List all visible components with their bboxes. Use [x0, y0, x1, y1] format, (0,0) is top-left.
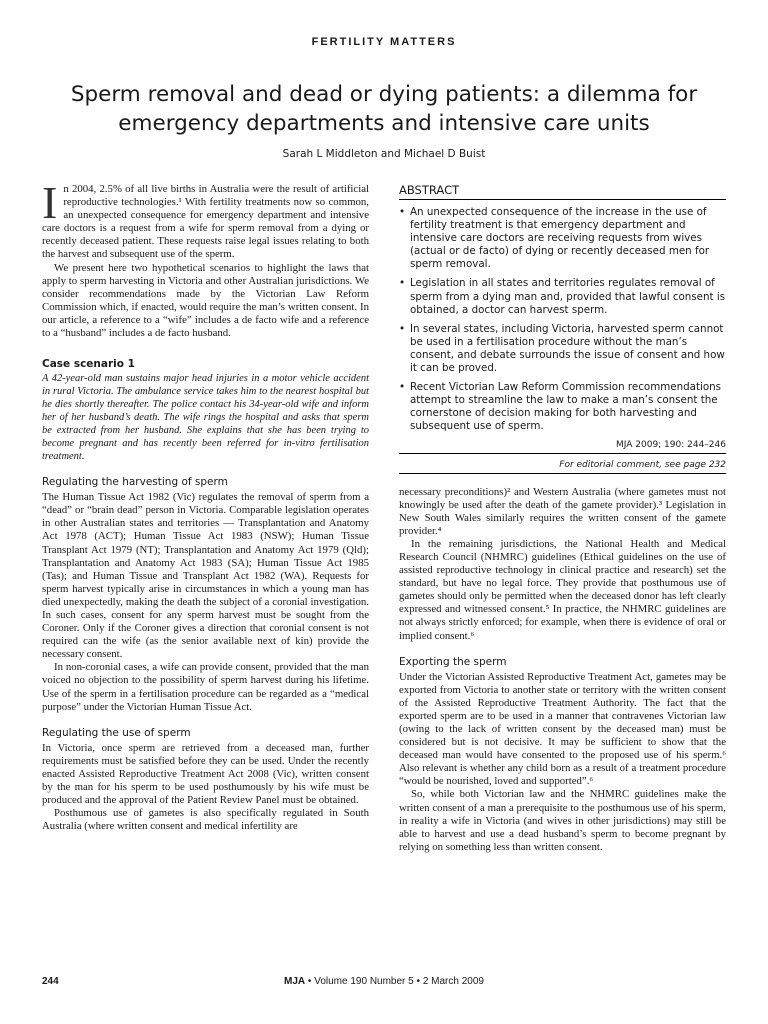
right-paragraph-1: necessary preconditions)² and Western Australia (where gametes must not knowingly be used after the death of the gamete provider).³ Legislation in New South Wales similarly requires the written consent of the gamete provider.⁴: [399, 485, 726, 537]
left-column: [42, 177, 369, 833]
case-scenario-1-text: A 42-year-old man sustains major head injuries in a motor vehicle accident in rural Victoria. The ambulance service takes him to the nearest hospital but he dies shortly thereafter. The police contact his 34-year-old wife and inform her of her husband’s death. The wife rings the hospital and asks that sperm be extracted from her husband. She explains that she has been trying to become pregnant and has recently been referred for in-vitro fertilisation treatment.: [42, 373, 369, 463]
case-scenario-1-heading: Case scenario 1: [42, 358, 135, 371]
right-column: [399, 183, 726, 854]
journal-volume: Volume 190 Number 5: [314, 976, 414, 987]
exporting-paragraph-2: So, while both Victorian law and the NHMRC guidelines make the written consent of a man a prerequisite to the posthumous use of his sperm, in reality a wife in Victoria (and wives in other jurisdictions) may still be able to harvest and use a dead husband’s sperm to become pregnant by relying on something less than written consent.: [399, 788, 726, 853]
abstract-heading: ABSTRACT: [399, 183, 460, 197]
section-label: FERTILITY MATTERS: [311, 36, 457, 48]
use-paragraph-1: In Victoria, once sperm are retrieved from a deceased man, further requirements must be satisfied before they can be used. Under the recently enacted Assisted Reproductive Treatment Act 2008 (Vic), written consent by the man for his sperm to be used posthumously by his wife must be produced and the approval of the Patient Review Panel must be obtained.: [42, 741, 369, 807]
page-number: 244: [42, 976, 59, 987]
journal-info: [42, 976, 726, 987]
drop-cap: I: [42, 177, 58, 228]
abstract-item: • Legislation in all states and territories regulates removal of sperm from a dying man and, provided that lawful consent is obtained, a doctor can harvest sperm.: [399, 277, 726, 316]
footer-separator: •: [307, 976, 312, 987]
citation: MJA 2009; 190: 244–246: [615, 439, 726, 450]
editorial-link[interactable]: For editorial comment, see page 232: [559, 459, 726, 470]
intro-block: [42, 177, 369, 262]
exporting-heading: Exporting the sperm: [399, 655, 507, 668]
harvesting-heading: Regulating the harvesting of sperm: [42, 476, 228, 489]
journal-name: MJA: [284, 976, 306, 987]
intro-paragraph-1: n 2004, 2.5% of all live births in Australia were the result of artificial reproductive technologies.¹ With fertility treatments now so common, an unexpected consequence for emergency department and intensive care doctors is a request from a wife for sperm removal from a dying or recently deceased patient. These requests raise legal issues relating to both the harvest and subsequent use of the sperm.: [42, 183, 369, 261]
use-heading: Regulating the use of sperm: [42, 726, 191, 739]
abstract-rule: [399, 199, 726, 200]
exporting-paragraph-1: Under the Victorian Assisted Reproductive Treatment Act, gametes may be exported from Victoria to another state or territory with the written consent of the Assisted Reproductive Treatment Authority. The fact that the exported sperm are to be used in a manner that contravenes Victorian law (owing to the lack of written consent by the deceased man) must be considered but is not decisive. It may be sufficient to show that the deceased man would have consented to the proposed use of his sperm.⁶ Also relevant is whether any child born as a result of a treatment procedure “would be nourished, loved and supported”.⁶: [399, 670, 726, 788]
intro-paragraph-2: We present here two hypothetical scenarios to highlight the laws that apply to sperm harvesting in Victoria and other Australian jurisdictions. We consider recommendations made by the Victorian Law Reform Commission which, if enacted, would require the man’s written consent. In our article, a reference to a “wife” includes a de facto wife and a reference to a “husband” includes a de facto husband.: [42, 261, 369, 340]
authors: Sarah L Middleton and Michael D Buist: [282, 148, 486, 160]
abstract-item: • Recent Victorian Law Reform Commission recommendations attempt to streamline the law to make a man’s consent the cornerstone of decision making for both harvesting and subsequent use of sperm.: [399, 381, 726, 433]
abstract-item: • In several states, including Victoria, harvested sperm cannot be used in a fertilisation procedure without the man’s consent, and debate surrounds the issue of consent and how it can be proved.: [399, 323, 726, 375]
article-title: Sperm removal and dead or dying patients: a dilemma for emergency departments and intensive care units: [70, 82, 698, 136]
journal-date: 2 March 2009: [422, 976, 484, 987]
harvesting-paragraph-1: The Human Tissue Act 1982 (Vic) regulates the removal of sperm from a “dead” or “brain dead” person in Victoria. Comparable legislation operates in other Australian states and territories — Transplantation and Anatomy Act 1978 (ACT); Human Tissue Act 1983 (NSW); Human Tissue Transplant Act 1979 (NT); Transplantation and Anatomy Act 1979 (Qld); Transplantation and Anatomy Act 1983 (SA); Human Tissue Act 1985 (Tas); and Human Tissue and Transplant Act 1982 (WA). Requests for sperm harvest typically arise in circumstances in which a young man has died unexpectedly, making the death the subject of a coronial investigation. In such cases, consent for any sperm harvest must be sought from the Coroner. Only if the Coroner gives a direction that coronial consent is not required can the wife (as the senior available next of kin) provide the necessary consent.: [42, 491, 369, 661]
footer-separator: •: [416, 976, 421, 987]
abstract-list: [399, 206, 726, 434]
abstract-box: [399, 183, 726, 474]
use-paragraph-2: Posthumous use of gametes is also specifically regulated in South Australia (where written consent and medical infertility are: [42, 807, 369, 833]
abstract-item: • An unexpected consequence of the increase in the use of fertility treatment is that emergency department and intensive care doctors are receiving requests from wives (actual or de facto) of dying or recently deceased men for sperm removal.: [399, 206, 726, 271]
harvesting-paragraph-2: In non-coronial cases, a wife can provide consent, provided that the man voiced no objection to the possibility of sperm harvest during his lifetime. Use of the sperm in a fertilisation procedure can be regarded as a “medical purpose” under the Victorian Human Tissue Act.: [42, 661, 369, 713]
right-paragraph-2: In the remaining jurisdictions, the National Health and Medical Research Council (NHMRC) guidelines (Ethical guidelines on the use of assisted reproductive technology in clinical practice and research) set the standard, but have no legal force. They provide that posthumous use of gametes should only be permitted when the deceased donor has left clearly expressed and witnessed consent.⁵ In practice, the NHMRC guidelines are not always strictly enforced; for example, when there is evidence of oral or implied consent.⁶: [399, 537, 726, 642]
